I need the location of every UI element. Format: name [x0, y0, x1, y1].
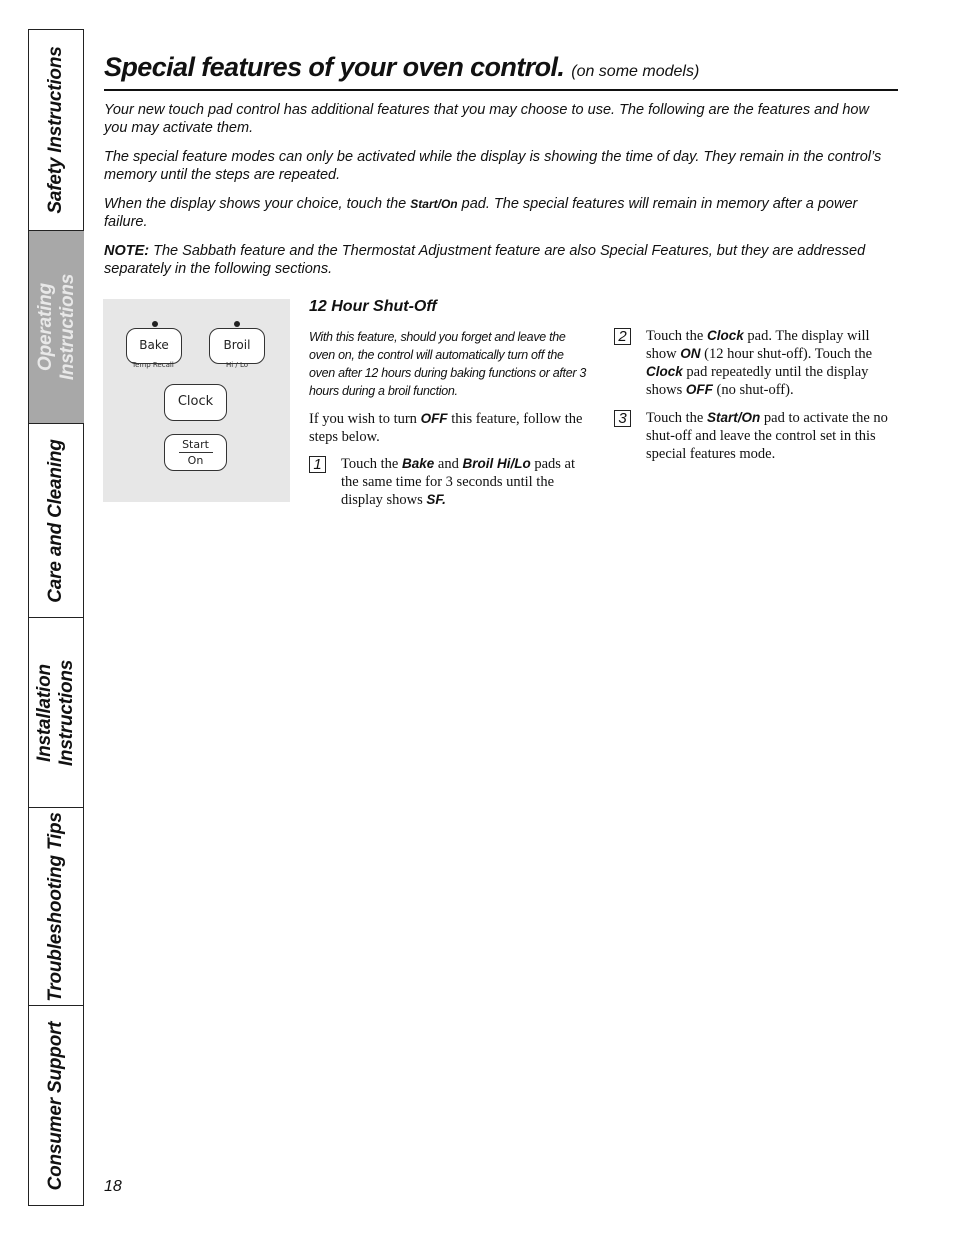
- step-number: 2: [614, 328, 631, 345]
- step-1: 1 Touch the Bake and Broil Hi/Lo pads at the same time for 3 seconds until the display shows SF.: [309, 455, 591, 509]
- tab-label: Operating Instructions: [34, 273, 78, 381]
- start-on-pad: Start On: [164, 434, 227, 471]
- page-subtitle: (on some models): [571, 63, 700, 80]
- intro-text: [104, 101, 884, 289]
- intro-paragraph-1: Your new touch pad control has additional features that you may choose to use. The following are the features and how you may activate them.: [104, 102, 869, 136]
- control-panel-illustration: [103, 299, 290, 502]
- page-title-text: Special features of your oven control.: [104, 52, 565, 82]
- step-3: 3 Touch the Start/On pad to activate the no shut-off and leave the control set in this special features mode.: [614, 409, 898, 463]
- broil-indicator-dot: [234, 321, 240, 327]
- page-number: 18: [104, 1178, 122, 1195]
- clock-pad: Clock: [164, 384, 227, 421]
- broil-pad: Broil: [209, 328, 265, 364]
- tab-label: Installation Instructions: [34, 659, 77, 766]
- intro-note: NOTE: The Sabbath feature and the Thermostat Adjustment feature are also Special Features, but they are addressed separately in the following sections.: [104, 243, 866, 277]
- step-number: 3: [614, 410, 631, 427]
- step-2: 2 Touch the Clock pad. The display will show ON (12 hour shut-off). Touch the Clock pad repeatedly until the display shows OFF (no shut-off).: [614, 327, 898, 399]
- start-on-divider: [179, 452, 213, 453]
- tab-label: Care and Cleaning: [45, 438, 66, 603]
- intro-paragraph-2: The special feature modes can only be activated while the display is showing the time of day. They remain in the control’s memory until the steps are repeated.: [104, 149, 882, 183]
- shutoff-column-right: [614, 327, 898, 473]
- off-keyword: OFF: [420, 411, 448, 426]
- step-number: 1: [309, 456, 326, 473]
- bake-caption: Temp Recall: [132, 361, 174, 369]
- tab-label: Troubleshooting Tips: [45, 811, 66, 1002]
- tab-consumer-support[interactable]: [28, 1005, 84, 1206]
- tab-label: Consumer Support: [45, 1021, 66, 1190]
- section-lead: With this feature, should you forget and leave the oven on, the control will automatically turn off the oven after 12 hours during baking functions or after 3 hours during a broil function.: [309, 330, 587, 398]
- section-tabs: [28, 29, 84, 1206]
- page-title: [104, 52, 699, 83]
- turn-off-instruction: If you wish to turn OFF this feature, follow the steps below.: [309, 411, 583, 445]
- tab-operating-instructions[interactable]: [28, 230, 84, 423]
- bake-pad: Bake: [126, 328, 182, 364]
- tab-installation-instructions[interactable]: [28, 617, 84, 807]
- tab-safety-instructions[interactable]: [28, 29, 84, 230]
- intro-paragraph-3: When the display shows your choice, touch the Start/On pad. The special features will remain in memory after a power failure.: [104, 196, 858, 230]
- section-heading: 12 Hour Shut-Off: [309, 298, 437, 315]
- tab-care-and-cleaning[interactable]: [28, 423, 84, 617]
- shutoff-column-left: [309, 298, 591, 519]
- bake-indicator-dot: [152, 321, 158, 327]
- broil-caption: Hi / Lo: [226, 361, 249, 369]
- note-label: NOTE:: [104, 243, 150, 259]
- start-on-key: Start/On: [410, 197, 458, 211]
- tab-label: Safety Instructions: [45, 46, 66, 214]
- tab-troubleshooting-tips[interactable]: [28, 807, 84, 1005]
- title-rule: [104, 89, 898, 91]
